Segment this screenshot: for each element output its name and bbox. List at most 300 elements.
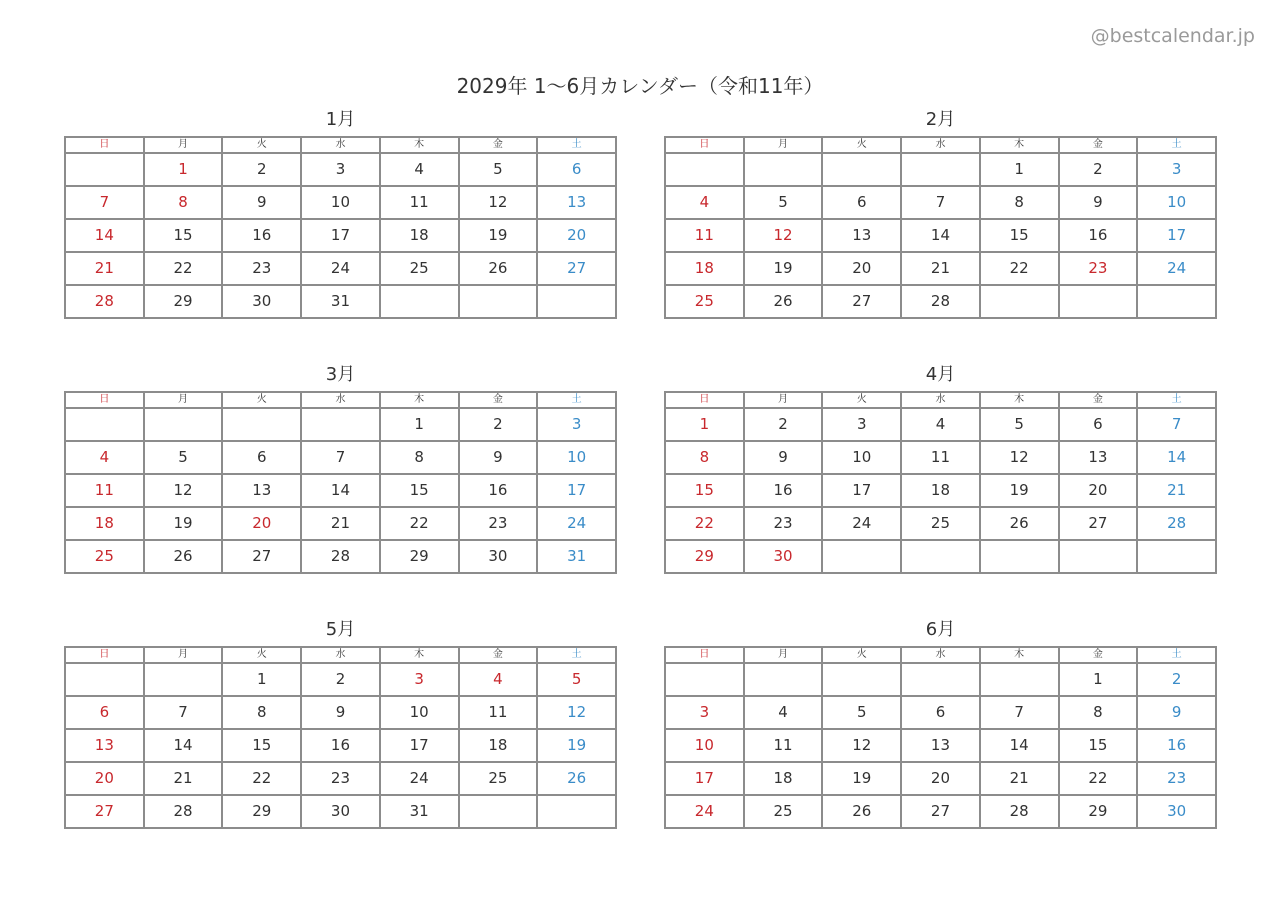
week-row xyxy=(665,285,1216,318)
day-cell: 13 xyxy=(537,186,616,219)
week-row xyxy=(65,507,616,540)
day-cell: 25 xyxy=(901,507,980,540)
week-row xyxy=(65,285,616,318)
day-cell: 15 xyxy=(222,729,301,762)
day-cell: 12 xyxy=(822,729,901,762)
month-title: 3月 xyxy=(325,364,356,385)
day-cell: 2 xyxy=(1137,663,1216,696)
weekday-header: 月 xyxy=(744,137,823,153)
day-cell: 22 xyxy=(665,507,744,540)
day-cell: 21 xyxy=(144,762,223,795)
day-cell: 21 xyxy=(301,507,380,540)
week-row xyxy=(65,408,616,441)
day-cell: 20 xyxy=(1059,474,1138,507)
day-cell xyxy=(744,663,823,696)
month-title: 2月 xyxy=(925,109,956,130)
weekday-header: 金 xyxy=(459,137,538,153)
day-cell: 17 xyxy=(301,219,380,252)
weekday-header: 日 xyxy=(665,392,744,408)
day-cell: 27 xyxy=(537,252,616,285)
day-cell: 20 xyxy=(537,219,616,252)
weekday-header: 木 xyxy=(380,392,459,408)
day-cell xyxy=(1137,285,1216,318)
week-row xyxy=(65,474,616,507)
day-cell: 9 xyxy=(222,186,301,219)
weekday-header: 日 xyxy=(665,137,744,153)
day-cell: 9 xyxy=(1059,186,1138,219)
day-cell: 4 xyxy=(459,663,538,696)
month-title: 5月 xyxy=(325,619,356,640)
day-cell: 10 xyxy=(301,186,380,219)
day-cell: 29 xyxy=(144,285,223,318)
day-cell: 19 xyxy=(980,474,1059,507)
weekday-header: 水 xyxy=(301,647,380,663)
day-cell: 6 xyxy=(1059,408,1138,441)
weekday-header: 火 xyxy=(822,647,901,663)
weekday-header: 月 xyxy=(144,392,223,408)
day-cell: 3 xyxy=(380,663,459,696)
month-table xyxy=(664,136,1217,319)
day-cell: 4 xyxy=(65,441,144,474)
day-cell xyxy=(822,540,901,573)
month-calendar xyxy=(664,620,1217,829)
week-row xyxy=(665,762,1216,795)
day-cell: 29 xyxy=(222,795,301,828)
month-calendar xyxy=(64,365,617,574)
day-cell xyxy=(65,408,144,441)
day-cell: 29 xyxy=(665,540,744,573)
weekday-header: 木 xyxy=(980,137,1059,153)
day-cell xyxy=(301,408,380,441)
week-row xyxy=(65,252,616,285)
day-cell xyxy=(822,153,901,186)
day-cell: 1 xyxy=(1059,663,1138,696)
day-cell: 15 xyxy=(1059,729,1138,762)
week-row xyxy=(665,186,1216,219)
week-row xyxy=(665,729,1216,762)
weekday-header: 水 xyxy=(901,647,980,663)
day-cell: 19 xyxy=(744,252,823,285)
day-cell xyxy=(459,285,538,318)
day-cell: 23 xyxy=(1137,762,1216,795)
day-cell: 5 xyxy=(459,153,538,186)
day-cell: 11 xyxy=(380,186,459,219)
day-cell: 7 xyxy=(301,441,380,474)
day-cell: 22 xyxy=(222,762,301,795)
day-cell: 17 xyxy=(537,474,616,507)
day-cell: 1 xyxy=(144,153,223,186)
weekday-header-row xyxy=(665,647,1216,663)
day-cell: 30 xyxy=(459,540,538,573)
day-cell: 6 xyxy=(822,186,901,219)
day-cell: 1 xyxy=(980,153,1059,186)
day-cell: 4 xyxy=(380,153,459,186)
day-cell: 13 xyxy=(822,219,901,252)
weekday-header: 日 xyxy=(665,647,744,663)
weekday-header: 金 xyxy=(459,392,538,408)
weekday-header: 火 xyxy=(222,392,301,408)
day-cell: 16 xyxy=(222,219,301,252)
day-cell: 22 xyxy=(980,252,1059,285)
day-cell: 20 xyxy=(65,762,144,795)
day-cell: 13 xyxy=(901,729,980,762)
weekday-header: 木 xyxy=(980,647,1059,663)
day-cell: 23 xyxy=(459,507,538,540)
weekday-header-row xyxy=(65,137,616,153)
day-cell: 24 xyxy=(1137,252,1216,285)
week-row xyxy=(65,696,616,729)
week-row xyxy=(665,408,1216,441)
day-cell: 30 xyxy=(1137,795,1216,828)
weekday-header: 金 xyxy=(1059,647,1138,663)
month-calendar xyxy=(664,110,1217,319)
week-row xyxy=(665,795,1216,828)
weekday-header: 金 xyxy=(459,647,538,663)
day-cell: 7 xyxy=(65,186,144,219)
day-cell: 11 xyxy=(744,729,823,762)
month-title: 1月 xyxy=(325,109,356,130)
day-cell: 25 xyxy=(665,285,744,318)
weekday-header: 土 xyxy=(537,647,616,663)
day-cell: 6 xyxy=(901,696,980,729)
week-row xyxy=(65,186,616,219)
day-cell: 2 xyxy=(459,408,538,441)
day-cell: 21 xyxy=(980,762,1059,795)
day-cell: 8 xyxy=(380,441,459,474)
week-row xyxy=(665,663,1216,696)
day-cell: 27 xyxy=(822,285,901,318)
week-row xyxy=(665,441,1216,474)
weekday-header: 土 xyxy=(1137,137,1216,153)
week-row xyxy=(65,729,616,762)
weekday-header: 火 xyxy=(822,392,901,408)
day-cell: 22 xyxy=(144,252,223,285)
day-cell: 10 xyxy=(1137,186,1216,219)
day-cell: 11 xyxy=(901,441,980,474)
day-cell: 28 xyxy=(901,285,980,318)
day-cell: 18 xyxy=(380,219,459,252)
day-cell: 26 xyxy=(144,540,223,573)
day-cell: 17 xyxy=(1137,219,1216,252)
day-cell: 24 xyxy=(822,507,901,540)
weekday-header: 火 xyxy=(222,137,301,153)
day-cell: 17 xyxy=(822,474,901,507)
day-cell: 27 xyxy=(1059,507,1138,540)
day-cell: 15 xyxy=(665,474,744,507)
week-row xyxy=(65,153,616,186)
day-cell: 5 xyxy=(144,441,223,474)
day-cell: 10 xyxy=(665,729,744,762)
day-cell: 6 xyxy=(65,696,144,729)
day-cell: 26 xyxy=(980,507,1059,540)
day-cell: 14 xyxy=(1137,441,1216,474)
day-cell: 7 xyxy=(980,696,1059,729)
day-cell: 8 xyxy=(980,186,1059,219)
week-row xyxy=(665,219,1216,252)
day-cell: 18 xyxy=(459,729,538,762)
day-cell: 17 xyxy=(665,762,744,795)
weekday-header: 日 xyxy=(65,647,144,663)
month-title: 4月 xyxy=(925,364,956,385)
day-cell: 16 xyxy=(744,474,823,507)
day-cell: 21 xyxy=(901,252,980,285)
day-cell xyxy=(222,408,301,441)
weekday-header: 水 xyxy=(901,137,980,153)
day-cell xyxy=(380,285,459,318)
day-cell: 28 xyxy=(144,795,223,828)
weekday-header-row xyxy=(65,647,616,663)
day-cell: 5 xyxy=(537,663,616,696)
day-cell: 31 xyxy=(380,795,459,828)
day-cell xyxy=(665,153,744,186)
weekday-header: 木 xyxy=(380,647,459,663)
weekday-header: 土 xyxy=(537,392,616,408)
week-row xyxy=(665,507,1216,540)
day-cell: 31 xyxy=(537,540,616,573)
week-row xyxy=(65,441,616,474)
day-cell: 9 xyxy=(301,696,380,729)
day-cell: 10 xyxy=(537,441,616,474)
day-cell: 27 xyxy=(901,795,980,828)
day-cell: 4 xyxy=(744,696,823,729)
month-table xyxy=(64,391,617,574)
day-cell: 4 xyxy=(901,408,980,441)
day-cell: 12 xyxy=(744,219,823,252)
day-cell: 16 xyxy=(1059,219,1138,252)
day-cell: 30 xyxy=(744,540,823,573)
day-cell: 30 xyxy=(301,795,380,828)
weekday-header-row xyxy=(665,137,1216,153)
weekday-header-row xyxy=(65,392,616,408)
day-cell: 25 xyxy=(459,762,538,795)
month-table xyxy=(664,391,1217,574)
day-cell xyxy=(901,663,980,696)
day-cell: 6 xyxy=(222,441,301,474)
day-cell: 25 xyxy=(65,540,144,573)
day-cell: 26 xyxy=(459,252,538,285)
week-row xyxy=(65,540,616,573)
month-calendar xyxy=(64,620,617,829)
day-cell: 8 xyxy=(665,441,744,474)
day-cell: 22 xyxy=(380,507,459,540)
day-cell: 28 xyxy=(980,795,1059,828)
day-cell: 14 xyxy=(65,219,144,252)
weekday-header: 火 xyxy=(822,137,901,153)
day-cell: 31 xyxy=(301,285,380,318)
week-row xyxy=(665,540,1216,573)
day-cell: 2 xyxy=(301,663,380,696)
day-cell xyxy=(65,663,144,696)
weekday-header: 土 xyxy=(1137,647,1216,663)
day-cell: 15 xyxy=(144,219,223,252)
day-cell: 3 xyxy=(301,153,380,186)
day-cell: 23 xyxy=(301,762,380,795)
day-cell: 19 xyxy=(459,219,538,252)
day-cell: 26 xyxy=(822,795,901,828)
day-cell: 16 xyxy=(301,729,380,762)
day-cell: 3 xyxy=(665,696,744,729)
weekday-header: 金 xyxy=(1059,392,1138,408)
day-cell: 8 xyxy=(1059,696,1138,729)
day-cell: 21 xyxy=(65,252,144,285)
day-cell: 23 xyxy=(744,507,823,540)
weekday-header: 月 xyxy=(744,392,823,408)
day-cell: 24 xyxy=(665,795,744,828)
day-cell: 18 xyxy=(65,507,144,540)
day-cell: 1 xyxy=(222,663,301,696)
month-table xyxy=(664,646,1217,829)
day-cell: 20 xyxy=(901,762,980,795)
day-cell: 22 xyxy=(1059,762,1138,795)
day-cell: 28 xyxy=(301,540,380,573)
weekday-header: 月 xyxy=(744,647,823,663)
day-cell: 12 xyxy=(537,696,616,729)
day-cell xyxy=(980,540,1059,573)
weekday-header: 土 xyxy=(1137,392,1216,408)
weekday-header: 月 xyxy=(144,137,223,153)
day-cell: 13 xyxy=(222,474,301,507)
month-title: 6月 xyxy=(925,619,956,640)
day-cell: 24 xyxy=(380,762,459,795)
day-cell: 18 xyxy=(665,252,744,285)
month-table xyxy=(64,136,617,319)
day-cell: 15 xyxy=(380,474,459,507)
day-cell: 12 xyxy=(144,474,223,507)
weekday-header: 日 xyxy=(65,137,144,153)
day-cell: 5 xyxy=(980,408,1059,441)
day-cell: 1 xyxy=(665,408,744,441)
day-cell: 9 xyxy=(459,441,538,474)
month-calendar xyxy=(64,110,617,319)
day-cell xyxy=(822,663,901,696)
weekday-header: 木 xyxy=(980,392,1059,408)
day-cell: 5 xyxy=(822,696,901,729)
day-cell: 10 xyxy=(380,696,459,729)
day-cell: 28 xyxy=(1137,507,1216,540)
day-cell: 2 xyxy=(222,153,301,186)
weekday-header: 水 xyxy=(301,137,380,153)
day-cell: 11 xyxy=(665,219,744,252)
day-cell: 8 xyxy=(144,186,223,219)
day-cell: 7 xyxy=(901,186,980,219)
day-cell xyxy=(1059,540,1138,573)
weekday-header: 木 xyxy=(380,137,459,153)
day-cell: 25 xyxy=(744,795,823,828)
day-cell: 11 xyxy=(65,474,144,507)
day-cell: 3 xyxy=(537,408,616,441)
day-cell xyxy=(459,795,538,828)
day-cell: 6 xyxy=(537,153,616,186)
day-cell: 9 xyxy=(1137,696,1216,729)
day-cell: 16 xyxy=(459,474,538,507)
day-cell xyxy=(65,153,144,186)
week-row xyxy=(665,252,1216,285)
day-cell xyxy=(1137,540,1216,573)
day-cell: 11 xyxy=(459,696,538,729)
day-cell: 18 xyxy=(744,762,823,795)
page-title: 2029年 1〜6月カレンダー（令和11年） xyxy=(456,74,824,98)
day-cell xyxy=(144,663,223,696)
day-cell: 3 xyxy=(822,408,901,441)
week-row xyxy=(65,762,616,795)
day-cell: 12 xyxy=(980,441,1059,474)
day-cell xyxy=(1059,285,1138,318)
day-cell: 13 xyxy=(65,729,144,762)
day-cell xyxy=(537,795,616,828)
day-cell: 8 xyxy=(222,696,301,729)
weekday-header: 月 xyxy=(144,647,223,663)
week-row xyxy=(65,219,616,252)
day-cell xyxy=(980,285,1059,318)
day-cell: 12 xyxy=(459,186,538,219)
day-cell: 5 xyxy=(744,186,823,219)
day-cell: 9 xyxy=(744,441,823,474)
day-cell: 19 xyxy=(537,729,616,762)
day-cell: 19 xyxy=(144,507,223,540)
day-cell: 23 xyxy=(1059,252,1138,285)
week-row xyxy=(665,153,1216,186)
day-cell: 14 xyxy=(301,474,380,507)
site-watermark: @bestcalendar.jp xyxy=(1090,25,1255,47)
day-cell: 28 xyxy=(65,285,144,318)
weekday-header: 水 xyxy=(301,392,380,408)
weekday-header: 日 xyxy=(65,392,144,408)
day-cell xyxy=(901,153,980,186)
day-cell: 10 xyxy=(822,441,901,474)
day-cell: 19 xyxy=(822,762,901,795)
day-cell: 7 xyxy=(144,696,223,729)
week-row xyxy=(65,795,616,828)
day-cell xyxy=(744,153,823,186)
weekday-header: 水 xyxy=(901,392,980,408)
day-cell: 3 xyxy=(1137,153,1216,186)
day-cell: 20 xyxy=(822,252,901,285)
month-table xyxy=(64,646,617,829)
day-cell: 2 xyxy=(744,408,823,441)
week-row xyxy=(665,474,1216,507)
weekday-header: 金 xyxy=(1059,137,1138,153)
day-cell: 26 xyxy=(744,285,823,318)
weekday-header-row xyxy=(665,392,1216,408)
day-cell xyxy=(901,540,980,573)
day-cell: 27 xyxy=(65,795,144,828)
day-cell: 27 xyxy=(222,540,301,573)
day-cell: 2 xyxy=(1059,153,1138,186)
day-cell: 30 xyxy=(222,285,301,318)
day-cell: 17 xyxy=(380,729,459,762)
day-cell: 4 xyxy=(665,186,744,219)
weekday-header: 土 xyxy=(537,137,616,153)
day-cell: 24 xyxy=(301,252,380,285)
day-cell: 24 xyxy=(537,507,616,540)
day-cell: 26 xyxy=(537,762,616,795)
day-cell xyxy=(144,408,223,441)
week-row xyxy=(665,696,1216,729)
day-cell: 25 xyxy=(380,252,459,285)
day-cell: 16 xyxy=(1137,729,1216,762)
day-cell: 14 xyxy=(980,729,1059,762)
day-cell: 23 xyxy=(222,252,301,285)
day-cell: 7 xyxy=(1137,408,1216,441)
day-cell: 29 xyxy=(1059,795,1138,828)
day-cell xyxy=(665,663,744,696)
day-cell xyxy=(537,285,616,318)
day-cell: 14 xyxy=(901,219,980,252)
day-cell: 1 xyxy=(380,408,459,441)
day-cell: 15 xyxy=(980,219,1059,252)
day-cell: 21 xyxy=(1137,474,1216,507)
week-row xyxy=(65,663,616,696)
